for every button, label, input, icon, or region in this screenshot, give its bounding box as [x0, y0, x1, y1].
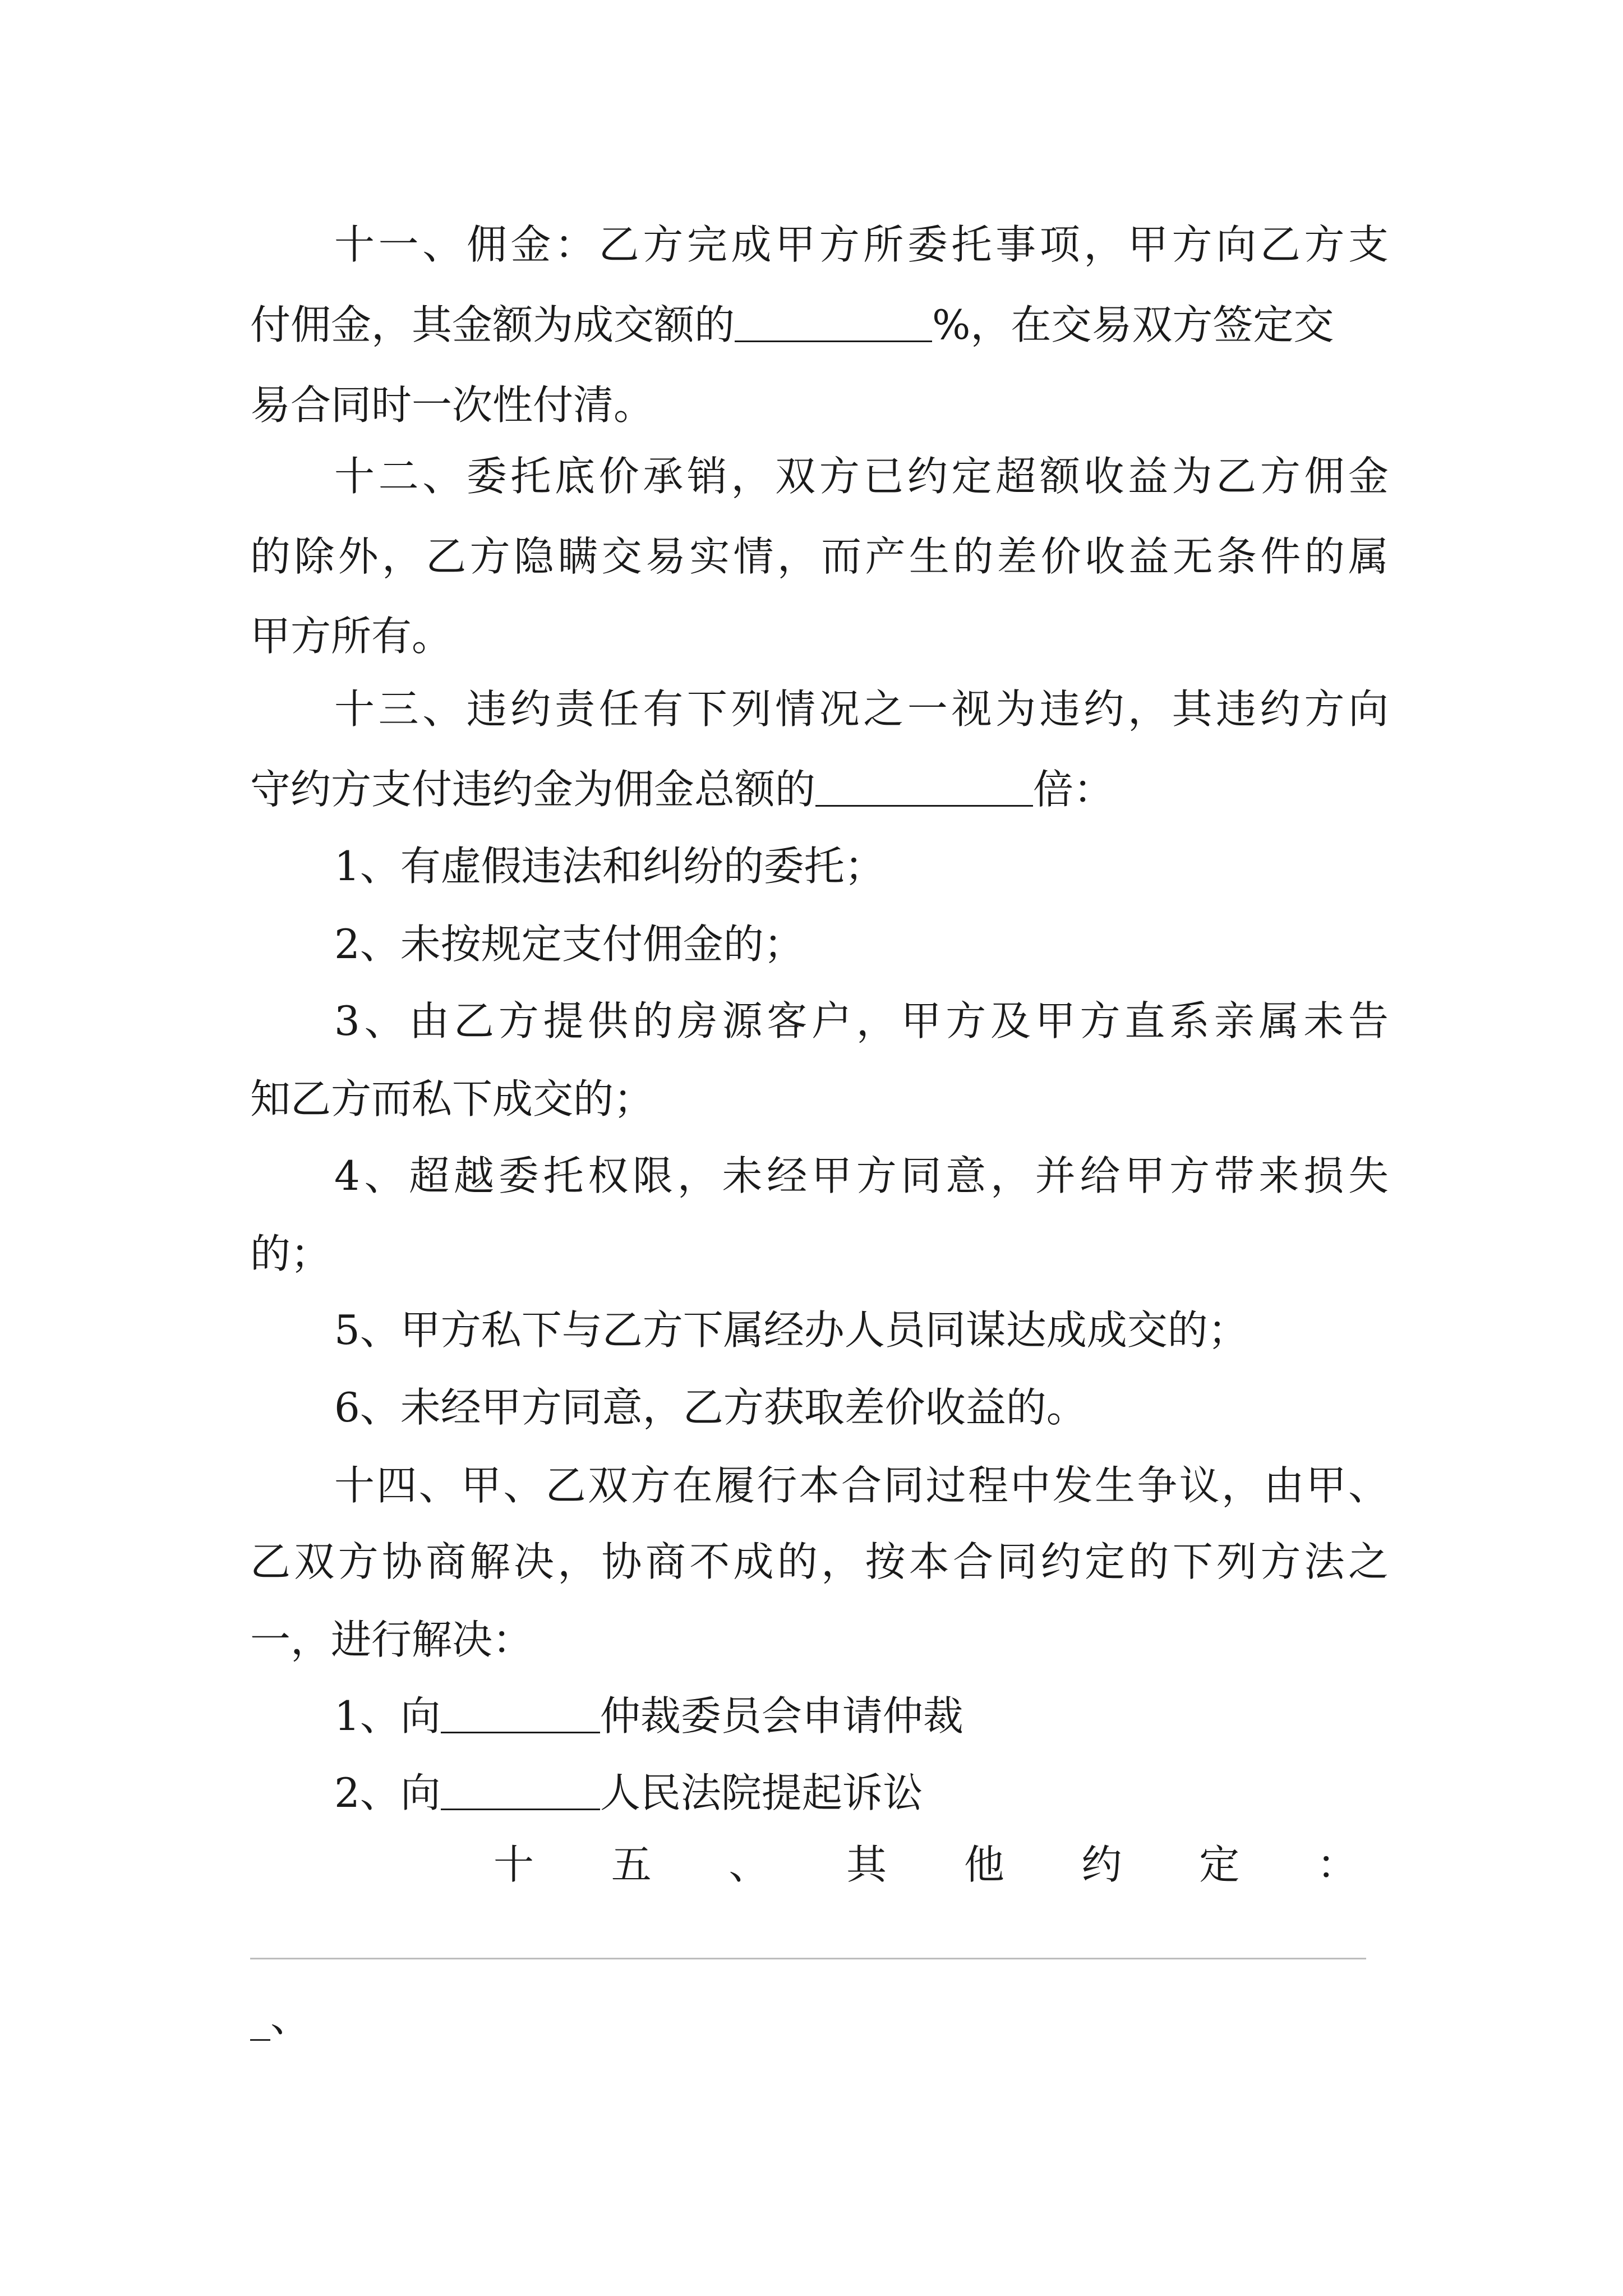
- clause-11-line-3: 易合同时一次性付清。: [250, 381, 654, 429]
- clause-14-option-2-prefix: 2、向: [334, 1769, 441, 1816]
- clause-11-line-1: 十一、佣金：乙方完成甲方所委托事项，甲方向乙方支: [334, 221, 1389, 268]
- court-blank: [441, 1768, 600, 1810]
- clause-12-line-1: 十二、委托底价承销，双方已约定超额收益为乙方佣金: [334, 453, 1389, 500]
- clause-14-option-1-suffix: 仲裁委员会申请仲裁: [600, 1692, 963, 1740]
- clause-11-text-b: %，在交易双方签定交: [932, 301, 1334, 348]
- clause-13-item-4-line-2: 的；: [250, 1230, 331, 1277]
- arbitration-committee-blank: [441, 1691, 600, 1733]
- clause-14-option-2-suffix: 人民法院提起诉讼: [600, 1769, 923, 1816]
- clause-11-line-2: [250, 298, 1389, 352]
- clause-14-option-2: [334, 1766, 1389, 1820]
- other-terms-fill-line: [250, 1958, 1366, 1959]
- clause-14-option-1: [334, 1689, 1389, 1743]
- clause-13-item-3-line-2: 知乙方而私下成交的；: [250, 1075, 654, 1122]
- clause-12-line-2: 的除外，乙方隐瞒交易实情，而产生的差价收益无条件的属: [250, 533, 1389, 580]
- clause-13-text-a: 守约方支付违约金为佣金总额的: [250, 766, 816, 813]
- clause-12-line-3: 甲方所有。: [250, 613, 453, 660]
- clause-11-text-a: 付佣金，其金额为成交额的: [250, 301, 735, 348]
- clause-13-line-2: [250, 762, 1389, 816]
- clause-13-item-4-line-1: 4、超越委托权限，未经甲方同意，并给甲方带来损失: [334, 1152, 1389, 1199]
- clause-15-tail: _、: [250, 1994, 311, 2041]
- clause-14-line-2: 乙双方协商解决，协商不成的，按本合同约定的下列方法之: [250, 1538, 1389, 1585]
- clause-13-item-3-line-1: 3、由乙方提供的房源客户，甲方及甲方直系亲属未告: [334, 997, 1389, 1045]
- commission-percent-blank: [735, 300, 932, 342]
- clause-14-line-3: 一，进行解决：: [250, 1616, 533, 1663]
- clause-13-item-2: 2、未按规定支付佣金的；: [334, 921, 804, 968]
- clause-14-option-1-prefix: 1、向: [334, 1692, 441, 1740]
- clause-15-title: 十五、其他约定：: [494, 1841, 1357, 1888]
- clause-13-item-5: 5、甲方私下与乙方下属经办人员同谋达成成交的；: [334, 1306, 1248, 1354]
- clause-13-text-b: 倍：: [1033, 766, 1114, 813]
- clause-13-item-1: 1、有虚假违法和纠纷的委托；: [334, 843, 885, 890]
- penalty-multiple-blank: [815, 765, 1033, 807]
- clause-13-line-1: 十三、违约责任有下列情况之一视为违约，其违约方向: [334, 685, 1389, 733]
- clause-13-item-6: 6、未经甲方同意，乙方获取差价收益的。: [334, 1384, 1087, 1431]
- clause-14-line-1: 十四、甲、乙双方在履行本合同过程中发生争议，由甲、: [334, 1462, 1389, 1509]
